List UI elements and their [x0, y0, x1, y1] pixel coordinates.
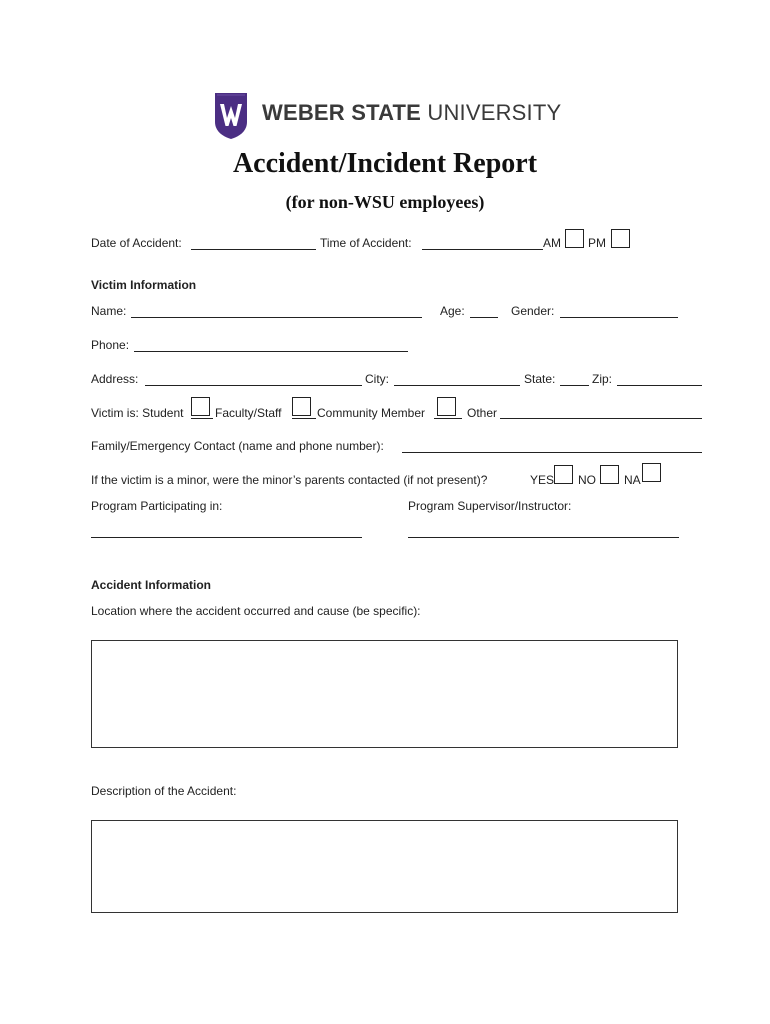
faculty-underline [292, 418, 316, 419]
community-member-label: Community Member [317, 406, 426, 420]
time-of-accident-field[interactable] [422, 249, 543, 250]
am-label: AM [543, 236, 561, 250]
wsu-shield-logo-icon [214, 92, 248, 140]
yes-checkbox[interactable] [554, 465, 573, 484]
page-subtitle: (for non-WSU employees) [285, 192, 485, 212]
no-checkbox[interactable] [600, 465, 619, 484]
address-field[interactable] [145, 385, 362, 386]
student-checkbox[interactable] [191, 397, 210, 416]
date-of-accident-label: Date of Accident: [91, 236, 182, 250]
pm-label: PM [588, 236, 606, 250]
logo-word-weber-state: WEBER STATE [262, 100, 422, 125]
logo-wordmark [262, 100, 561, 126]
program-participating-label: Program Participating in: [91, 499, 223, 513]
location-cause-label: Location where the accident occurred and cause (be specific): [91, 604, 421, 618]
family-contact-field[interactable] [402, 452, 702, 453]
no-label: NO [578, 473, 596, 487]
zip-field[interactable] [617, 385, 702, 386]
program-supervisor-field[interactable] [408, 537, 679, 538]
logo-word-university: UNIVERSITY [427, 100, 562, 125]
age-label: Age: [440, 304, 465, 318]
na-checkbox[interactable] [642, 463, 661, 482]
city-label: City: [365, 372, 389, 386]
other-label: Other [467, 406, 498, 420]
victim-is-label: Victim is: Student [91, 406, 184, 420]
na-label: NA [624, 473, 641, 487]
victim-information-heading: Victim Information [91, 278, 197, 292]
city-field[interactable] [394, 385, 520, 386]
state-field[interactable] [560, 385, 589, 386]
phone-label: Phone: [91, 338, 130, 352]
phone-field[interactable] [134, 351, 408, 352]
program-participating-field[interactable] [91, 537, 362, 538]
faculty-staff-label: Faculty/Staff [215, 406, 282, 420]
gender-label: Gender: [511, 304, 555, 318]
description-label: Description of the Accident: [91, 784, 237, 798]
program-supervisor-label: Program Supervisor/Instructor: [408, 499, 572, 513]
time-of-accident-label: Time of Accident: [320, 236, 412, 250]
address-label: Address: [91, 372, 139, 386]
faculty-staff-checkbox[interactable] [292, 397, 311, 416]
minor-question-label: If the victim is a minor, were the minor’s parents contacted (if not present)? [91, 473, 488, 487]
date-of-accident-field[interactable] [191, 249, 316, 250]
family-contact-label: Family/Emergency Contact (name and phone number): [91, 439, 384, 453]
other-field[interactable] [500, 418, 702, 419]
zip-label: Zip: [592, 372, 613, 386]
name-label: Name: [91, 304, 127, 318]
description-textarea[interactable] [91, 820, 678, 913]
community-underline [434, 418, 462, 419]
yes-label: YES [530, 473, 555, 487]
state-label: State: [524, 372, 556, 386]
page-title: Accident/Incident Report [232, 148, 538, 179]
name-field[interactable] [131, 317, 422, 318]
student-underline [191, 418, 213, 419]
age-field[interactable] [470, 317, 498, 318]
community-member-checkbox[interactable] [437, 397, 456, 416]
accident-information-heading: Accident Information [91, 578, 212, 592]
am-checkbox[interactable] [565, 229, 584, 248]
pm-checkbox[interactable] [611, 229, 630, 248]
location-cause-textarea[interactable] [91, 640, 678, 748]
gender-field[interactable] [560, 317, 678, 318]
